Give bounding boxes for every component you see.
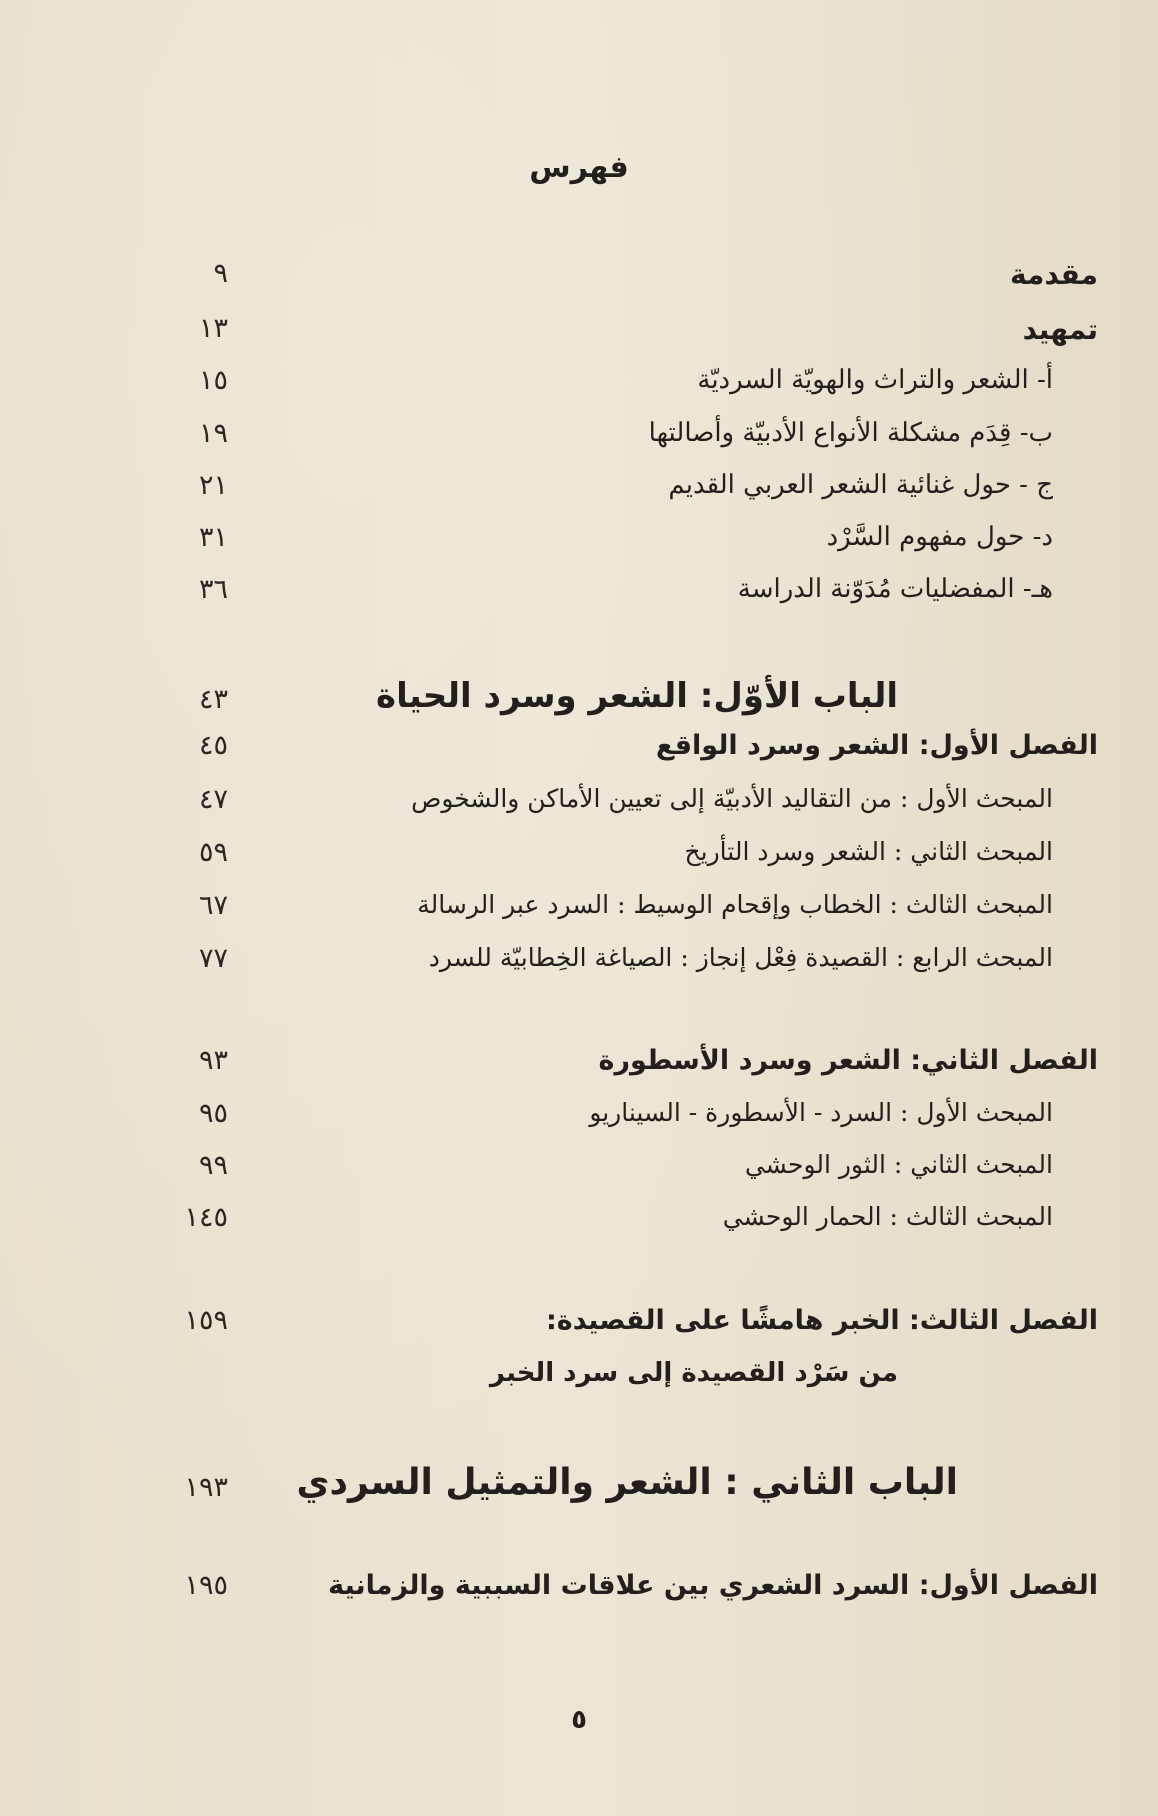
toc-entry-chapter-1-1[interactable] bbox=[0, 730, 1158, 776]
toc-entry-section-1-1-3[interactable] bbox=[0, 890, 1158, 936]
toc-entry-part-two[interactable] bbox=[0, 1462, 1158, 1522]
entry-page: ٩٥ bbox=[198, 1098, 228, 1129]
entry-label: الباب الثاني : الشعر والتمثيل السردي bbox=[296, 1462, 958, 1503]
entry-label: ج - حول غنائية الشعر العربي القديم bbox=[668, 470, 1053, 500]
entry-page: ٥٩ bbox=[198, 837, 228, 868]
toc-entry-intro[interactable] bbox=[0, 258, 1158, 304]
page-number: ٥ bbox=[571, 1705, 587, 1735]
toc-entry-section-1-1-2[interactable] bbox=[0, 837, 1158, 883]
toc-entry-preface-d[interactable] bbox=[0, 522, 1158, 568]
entry-page: ٢١ bbox=[198, 470, 228, 501]
toc-entry-section-1-2-1[interactable] bbox=[0, 1098, 1158, 1144]
entry-page: ٤٣ bbox=[198, 684, 228, 715]
toc-entry-preface-c[interactable] bbox=[0, 470, 1158, 516]
entry-page: ٣١ bbox=[198, 522, 228, 553]
entry-page: ١٩ bbox=[198, 418, 228, 449]
entry-page: ١٥ bbox=[198, 365, 228, 396]
toc-entry-section-1-1-4[interactable] bbox=[0, 943, 1158, 989]
entry-page: ٤٥ bbox=[198, 730, 228, 761]
toc-entry-chapter-1-3-subtitle bbox=[0, 1358, 1158, 1404]
entry-label: الفصل الثاني: الشعر وسرد الأسطورة bbox=[598, 1045, 1098, 1076]
entry-label: الباب الأوّل: الشعر وسرد الحياة bbox=[376, 676, 898, 716]
toc-entry-chapter-1-2[interactable] bbox=[0, 1045, 1158, 1091]
entry-label: الفصل الأول: السرد الشعري بين علاقات السببية والزمانية bbox=[328, 1570, 1098, 1601]
entry-label: المبحث الأول : من التقاليد الأدبيّة إلى تعيين الأماكن والشخوص bbox=[411, 784, 1053, 813]
entry-page: ١٣ bbox=[198, 313, 228, 344]
entry-label: مقدمة bbox=[1010, 258, 1098, 291]
entry-label: المبحث الثاني : الثور الوحشي bbox=[744, 1150, 1053, 1179]
toc-entry-preface-e[interactable] bbox=[0, 574, 1158, 620]
toc-entry-chapter-1-3[interactable] bbox=[0, 1305, 1158, 1351]
entry-page: ٦٧ bbox=[198, 890, 228, 921]
toc-entry-part-one[interactable] bbox=[0, 676, 1158, 732]
entry-label: أ- الشعر والتراث والهويّة السرديّة bbox=[697, 365, 1053, 395]
entry-label: المبحث الثالث : الحمار الوحشي bbox=[722, 1202, 1053, 1231]
toc-entry-chapter-2-1[interactable] bbox=[0, 1570, 1158, 1616]
entry-label: الفصل الثالث: الخبر هامشًا على القصيدة: bbox=[545, 1305, 1098, 1336]
entry-label: الفصل الأول: الشعر وسرد الواقع bbox=[655, 730, 1098, 761]
entry-page: ٤٧ bbox=[198, 784, 228, 815]
entry-page: ٩ bbox=[213, 258, 228, 289]
entry-page: ٩٩ bbox=[198, 1150, 228, 1181]
toc-entry-section-1-2-2[interactable] bbox=[0, 1150, 1158, 1196]
page-title: فهرس bbox=[529, 150, 629, 185]
entry-label: المبحث الأول : السرد - الأسطورة - السيناريو bbox=[589, 1098, 1053, 1127]
toc-entry-section-1-1-1[interactable] bbox=[0, 784, 1158, 830]
entry-page: ٣٦ bbox=[198, 574, 228, 605]
entry-label: المبحث الرابع : القصيدة فِعْل إنجاز : الصياغة الخِطابيّة للسرد bbox=[428, 943, 1053, 972]
toc-entry-preface-a[interactable] bbox=[0, 365, 1158, 411]
toc-entry-section-1-2-3[interactable] bbox=[0, 1202, 1158, 1248]
entry-page: ١٤٥ bbox=[184, 1202, 228, 1233]
toc-entry-preface[interactable] bbox=[0, 313, 1158, 359]
entry-page: ١٩٥ bbox=[184, 1570, 228, 1601]
entry-page: ٩٣ bbox=[198, 1045, 228, 1076]
entry-page: ٧٧ bbox=[198, 943, 228, 974]
entry-label: من سَرْد القصيدة إلى سرد الخبر bbox=[489, 1358, 898, 1388]
entry-page: ١٩٣ bbox=[184, 1472, 228, 1503]
entry-label: المبحث الثاني : الشعر وسرد التأريخ bbox=[684, 837, 1053, 866]
entry-label: د- حول مفهوم السَّرْد bbox=[826, 522, 1053, 552]
toc-entry-preface-b[interactable] bbox=[0, 418, 1158, 464]
entry-label: ب- قِدَم مشكلة الأنواع الأدبيّة وأصالتها bbox=[648, 418, 1053, 448]
entry-label: تمهيد bbox=[1022, 313, 1098, 346]
entry-page: ١٥٩ bbox=[184, 1305, 228, 1336]
entry-label: هـ- المفضليات مُدَوّنة الدراسة bbox=[737, 574, 1053, 604]
entry-label: المبحث الثالث : الخطاب وإقحام الوسيط : السرد عبر الرسالة bbox=[417, 890, 1053, 919]
